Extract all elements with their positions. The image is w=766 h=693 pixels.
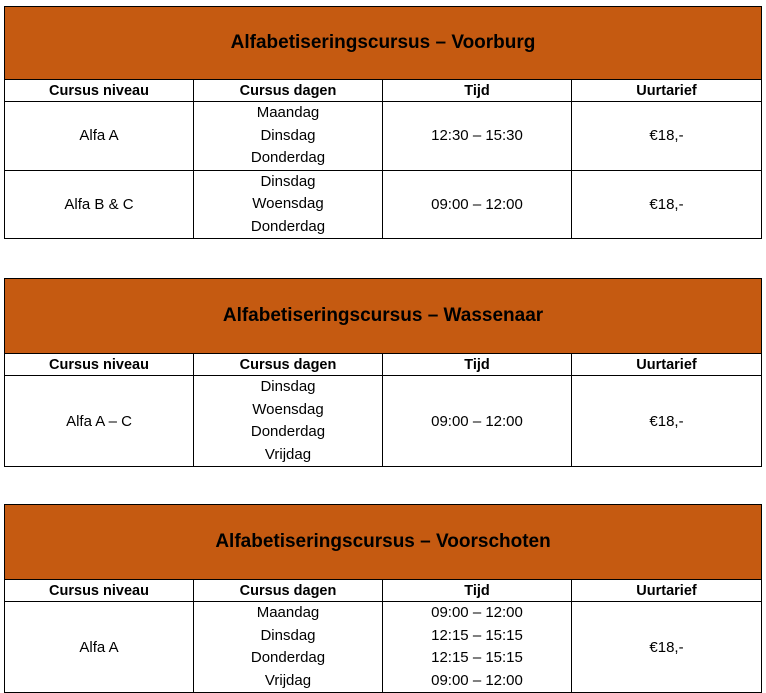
cell-rate: €18,- xyxy=(572,602,762,693)
schedule-table-wassenaar xyxy=(4,278,762,467)
header-days: Cursus dagen xyxy=(194,580,383,602)
day: Maandag xyxy=(256,104,320,121)
time: 09:00 – 12:00 xyxy=(431,604,523,621)
day: Woensdag xyxy=(252,400,324,418)
header-rate: Uurtarief xyxy=(572,80,762,102)
header-rate: Uurtarief xyxy=(572,580,762,602)
cell-rate: €18,- xyxy=(572,102,762,171)
cell-level: Alfa A – C xyxy=(5,376,194,467)
time: 09:00 – 12:00 xyxy=(431,671,523,689)
day: Woensdag xyxy=(252,195,324,212)
table-title: Alfabetiseringscursus – Voorburg xyxy=(5,7,762,80)
day: Maandag xyxy=(256,604,320,621)
table-row xyxy=(5,170,762,239)
day: Dinsdag xyxy=(260,126,316,144)
table-row xyxy=(5,102,762,171)
header-time: Tijd xyxy=(383,580,572,602)
day: Donderdag xyxy=(250,649,326,666)
day: Dinsdag xyxy=(260,172,316,190)
day: Vrijdag xyxy=(264,445,312,463)
day: Donderdag xyxy=(250,217,326,235)
day: Dinsdag xyxy=(260,626,316,644)
cell-days xyxy=(194,102,383,171)
table-row xyxy=(5,602,762,693)
header-level: Cursus niveau xyxy=(5,80,194,102)
schedule-table-voorburg xyxy=(4,6,762,239)
table-title: Alfabetiseringscursus – Wassenaar xyxy=(5,279,762,354)
header-days: Cursus dagen xyxy=(194,354,383,376)
cell-rate: €18,- xyxy=(572,376,762,467)
schedule-table-voorschoten xyxy=(4,504,762,693)
time: 12:15 – 15:15 xyxy=(431,626,523,644)
day: Dinsdag xyxy=(260,378,316,395)
cell-days xyxy=(194,376,383,467)
header-rate: Uurtarief xyxy=(572,354,762,376)
cell-days xyxy=(194,602,383,693)
header-time: Tijd xyxy=(383,354,572,376)
table-title: Alfabetiseringscursus – Voorschoten xyxy=(5,505,762,580)
day: Vrijdag xyxy=(264,671,312,689)
header-time: Tijd xyxy=(383,80,572,102)
cell-level: Alfa A xyxy=(5,602,194,693)
table-row xyxy=(5,376,762,467)
cell-time: 09:00 – 12:00 xyxy=(383,376,572,467)
cell-rate: €18,- xyxy=(572,170,762,239)
day: Donderdag xyxy=(250,149,326,166)
time: 12:15 – 15:15 xyxy=(431,649,523,666)
cell-time: 12:30 – 15:30 xyxy=(383,102,572,171)
header-level: Cursus niveau xyxy=(5,580,194,602)
cell-time: 09:00 – 12:00 xyxy=(383,170,572,239)
header-level: Cursus niveau xyxy=(5,354,194,376)
cell-level: Alfa A xyxy=(5,102,194,171)
cell-days xyxy=(194,170,383,239)
cell-time xyxy=(383,602,572,693)
header-days: Cursus dagen xyxy=(194,80,383,102)
day: Donderdag xyxy=(250,423,326,440)
cell-level: Alfa B & C xyxy=(5,170,194,239)
